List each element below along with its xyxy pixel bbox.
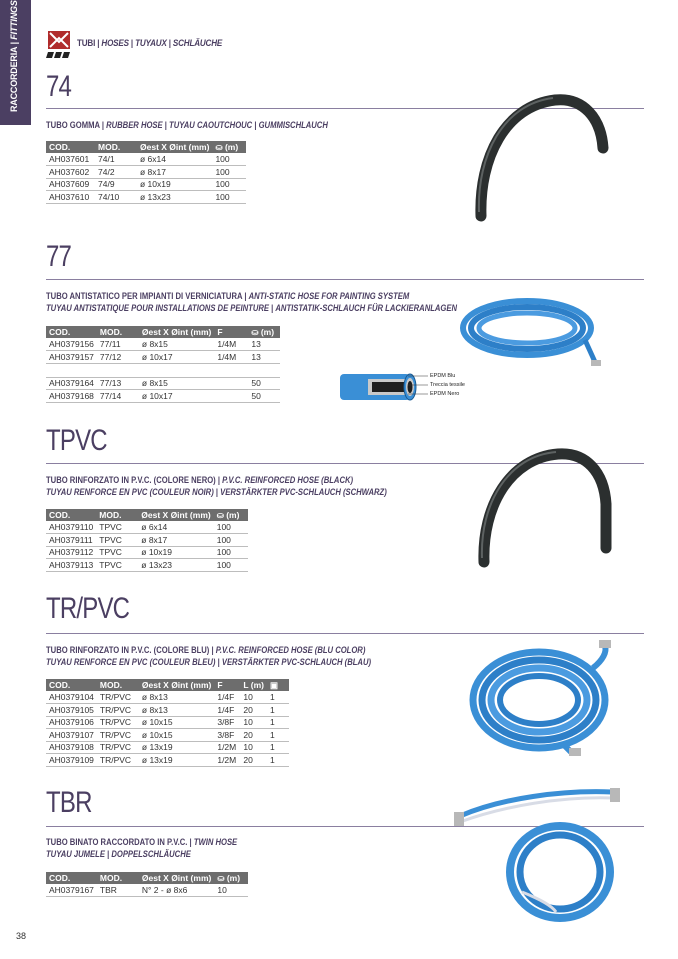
callout-label: EPDM Nero [430, 391, 460, 397]
brand-logo [46, 30, 72, 60]
hose-roll-icon: ⛀ [216, 509, 224, 520]
column-header-length: ⛀ (m) [214, 509, 248, 521]
table-row: AH0379168 77/14 ø 10x17 50 [46, 390, 280, 403]
table-row: AH0379157 77/12 ø 10x17 1/4M 13 [46, 351, 280, 364]
column-header: COD. [46, 141, 95, 153]
section-description: TUBO ANTISTATICO PER IMPIANTI DI VERNICIATURA | ANTI-STATIC HOSE FOR PAINTING SYSTEM TUYAU ANTISTATIQUE POUR INSTALLATIONS DE PEINTURE | ANTISTATIK-SCHLAUCH FÜR LACKIERANLAGEN [46, 291, 458, 313]
section-title-77: 77 [46, 240, 72, 273]
section-description: TUBO RINFORZATO IN P.V.C. (COLORE NERO) | P.V.C. REINFORCED HOSE (BLACK) TUYAU RENFORCE EN PVC (COULEUR NOIR) | VERSTÄRKTER PVC-SCHLAUCH (SCHWARZ) [46, 475, 387, 497]
blue-antistatic-hose-coil-image [455, 292, 605, 372]
column-header: F [214, 326, 248, 338]
table-row-spacer [46, 363, 280, 377]
section-title-tpvc: TPVC [46, 424, 107, 457]
table-row: AH037610 74/10 ø 13x23 100 [46, 191, 246, 204]
blue-reinforced-hose-coil-image [465, 638, 615, 763]
product-table-trpvc [46, 679, 289, 767]
table-row: AH0379104 TR/PVC ø 8x13 1/4F 10 1 [46, 691, 289, 704]
table-row: AH0379108 TR/PVC ø 13x19 1/2M 10 1 [46, 741, 289, 754]
table-row: AH0379112 TPVC ø 10x19 100 [46, 546, 248, 559]
column-header-length: ⛀ (m) [212, 141, 246, 153]
table-row: AH0379110 TPVC ø 6x14 100 [46, 521, 248, 534]
callout-lines [408, 372, 430, 400]
column-header: COD. [46, 326, 97, 338]
table-row: AH0379167 TBR N° 2 - ø 8x6 10 [46, 884, 248, 897]
header-title: TUBI | HOSES | TUYAUX | SCHLÄUCHE [77, 38, 223, 49]
side-tab [0, 0, 31, 125]
product-table-tbr [46, 872, 248, 897]
table-header-row [46, 326, 280, 338]
section-title-tbr: TBR [46, 786, 92, 819]
table-header-row [46, 509, 248, 521]
package-icon: ▣ [269, 679, 278, 690]
column-header: MOD. [97, 326, 139, 338]
table-row: AH0379113 TPVC ø 13x23 100 [46, 559, 248, 572]
column-header-length: ⛀ (m) [248, 326, 280, 338]
hose-roll-icon: ⛀ [251, 326, 259, 337]
column-header-length: ⛀ (m) [214, 872, 248, 884]
table-row: AH0379156 77/11 ø 8x15 1/4M 13 [46, 338, 280, 351]
section-divider [46, 633, 644, 634]
hose-cross-section-image [338, 370, 418, 404]
column-header: Øest X Øint (mm) [138, 509, 213, 521]
section-title-74: 74 [46, 70, 72, 103]
product-table-tpvc [46, 509, 248, 572]
table-row: AH0379107 TR/PVC ø 10x15 3/8F 20 1 [46, 729, 289, 742]
section-description: TUBO RINFORZATO IN P.V.C. (COLORE BLU) | P.V.C. REINFORCED HOSE (BLU COLOR) TUYAU RENFORCE EN PVC (COULEUR BLEU) | VERSTÄRKTER PVC-SCHLAUCH (BLAU) [46, 645, 372, 667]
column-header: MOD. [97, 679, 139, 691]
product-table-77 [46, 326, 280, 403]
column-header: MOD. [97, 872, 139, 884]
column-header: MOD. [95, 141, 137, 153]
table-row: AH0379111 TPVC ø 8x17 100 [46, 534, 248, 547]
table-row: AH037609 74/9 ø 10x19 100 [46, 178, 246, 191]
column-header: Øest X Øint (mm) [139, 326, 214, 338]
product-table-74 [46, 141, 246, 204]
table-row: AH037601 74/1 ø 6x14 100 [46, 153, 246, 166]
column-header: L (m) [240, 679, 267, 691]
column-header: Øest X Øint (mm) [139, 872, 214, 884]
table-header-row [46, 872, 248, 884]
hose-roll-icon: ⛀ [215, 141, 223, 152]
table-header-row [46, 141, 246, 153]
section-title-trpvc: TR/PVC [46, 592, 130, 625]
callout-label: EPDM Blu [430, 373, 456, 379]
column-header: F [214, 679, 240, 691]
column-header: COD. [46, 509, 96, 521]
hose-roll-icon: ⛀ [217, 872, 225, 883]
table-row: AH0379106 TR/PVC ø 10x15 3/8F 10 1 [46, 716, 289, 729]
column-header-pack [267, 679, 289, 691]
callout-label: Treccia tessile [430, 382, 465, 388]
table-row: AH0379164 77/13 ø 8x15 50 [46, 377, 280, 390]
column-header: MOD. [96, 509, 138, 521]
twin-hose-image [452, 780, 624, 926]
column-header: COD. [46, 679, 97, 691]
table-row: AH037602 74/2 ø 8x17 100 [46, 166, 246, 179]
table-row: AH0379109 TR/PVC ø 13x19 1/2M 20 1 [46, 754, 289, 767]
black-rubber-hose-image [465, 88, 615, 224]
side-tab-label: RACCORDERIA | FITTINGS [9, 0, 19, 112]
section-divider [46, 279, 644, 280]
column-header: Øest X Øint (mm) [139, 679, 214, 691]
column-header: COD. [46, 872, 97, 884]
table-header-row [46, 679, 289, 691]
black-pvc-hose-image [468, 444, 618, 568]
column-header: Øest X Øint (mm) [137, 141, 212, 153]
section-description: TUBO GOMMA | RUBBER HOSE | TUYAU CAOUTCHOUC | GUMMISCHLAUCH [46, 120, 328, 130]
table-row: AH0379105 TR/PVC ø 8x13 1/4F 20 1 [46, 704, 289, 717]
section-description: TUBO BINATO RACCORDATO IN P.V.C. | TWIN HOSE TUYAU JUMELE | DOPPELSCHLÄUCHE [46, 837, 238, 859]
page-number: 38 [16, 931, 27, 941]
